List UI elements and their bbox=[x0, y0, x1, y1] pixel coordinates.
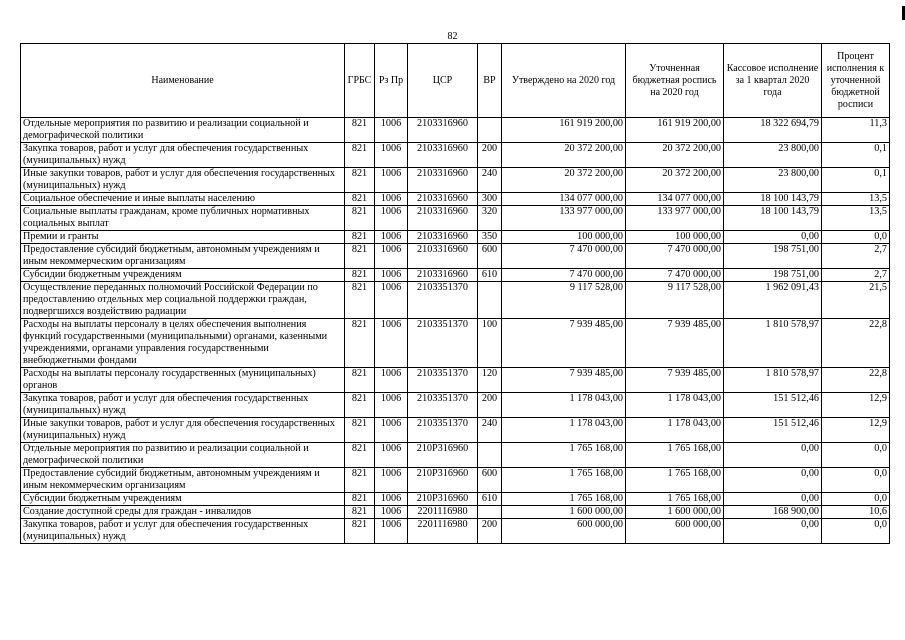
table-row bbox=[21, 193, 890, 206]
row-vr-cell: 240 bbox=[478, 418, 502, 443]
row-grbs-cell: 821 bbox=[345, 368, 375, 393]
row-cash-cell: 18 322 694,79 bbox=[724, 118, 822, 143]
row-approved-cell: 7 939 485,00 bbox=[502, 319, 626, 368]
column-header-name: Наименование bbox=[21, 44, 345, 118]
row-vr-cell: 600 bbox=[478, 244, 502, 269]
row-refined-cell: 7 939 485,00 bbox=[626, 319, 724, 368]
column-header-csr: ЦСР bbox=[408, 44, 478, 118]
row-name-cell: Отдельные мероприятия по развитию и реализации социальной и демографической политики bbox=[21, 118, 345, 143]
column-header-cash: Кассовое исполнение за 1 квартал 2020 года bbox=[724, 44, 822, 118]
row-vr-cell: 320 bbox=[478, 206, 502, 231]
row-csr-cell: 210P316960 bbox=[408, 468, 478, 493]
row-grbs-cell: 821 bbox=[345, 231, 375, 244]
row-name-cell: Осуществление переданных полномочий Российской Федерации по предоставлению отдельных мер социальной поддержки граждан, подвергшихся воздействию радиации bbox=[21, 282, 345, 319]
row-name-cell: Иные закупки товаров, работ и услуг для обеспечения государственных (муниципальных) нужд bbox=[21, 168, 345, 193]
row-cash-cell: 18 100 143,79 bbox=[724, 193, 822, 206]
row-approved-cell: 7 470 000,00 bbox=[502, 244, 626, 269]
row-cash-cell: 0,00 bbox=[724, 468, 822, 493]
row-approved-cell: 20 372 200,00 bbox=[502, 143, 626, 168]
row-refined-cell: 1 765 168,00 bbox=[626, 468, 724, 493]
table-row bbox=[21, 493, 890, 506]
column-header-approved: Утверждено на 2020 год bbox=[502, 44, 626, 118]
row-grbs-cell: 821 bbox=[345, 206, 375, 231]
row-rzpr-cell: 1006 bbox=[375, 231, 408, 244]
row-refined-cell: 9 117 528,00 bbox=[626, 282, 724, 319]
table-row bbox=[21, 468, 890, 493]
row-refined-cell: 1 765 168,00 bbox=[626, 443, 724, 468]
table-row bbox=[21, 519, 890, 544]
row-approved-cell: 134 077 000,00 bbox=[502, 193, 626, 206]
row-percent-cell: 12,9 bbox=[822, 418, 890, 443]
row-grbs-cell: 821 bbox=[345, 519, 375, 544]
row-rzpr-cell: 1006 bbox=[375, 206, 408, 231]
row-cash-cell: 0,00 bbox=[724, 443, 822, 468]
row-refined-cell: 1 178 043,00 bbox=[626, 393, 724, 418]
row-vr-cell: 350 bbox=[478, 231, 502, 244]
row-grbs-cell: 821 bbox=[345, 319, 375, 368]
row-cash-cell: 168 900,00 bbox=[724, 506, 822, 519]
row-grbs-cell: 821 bbox=[345, 393, 375, 418]
row-percent-cell: 0,0 bbox=[822, 493, 890, 506]
row-percent-cell: 0,1 bbox=[822, 168, 890, 193]
row-csr-cell: 2201116980 bbox=[408, 506, 478, 519]
row-csr-cell: 2103316960 bbox=[408, 118, 478, 143]
row-rzpr-cell: 1006 bbox=[375, 519, 408, 544]
row-refined-cell: 133 977 000,00 bbox=[626, 206, 724, 231]
row-rzpr-cell: 1006 bbox=[375, 493, 408, 506]
row-grbs-cell: 821 bbox=[345, 193, 375, 206]
row-csr-cell: 2103316960 bbox=[408, 231, 478, 244]
row-rzpr-cell: 1006 bbox=[375, 244, 408, 269]
row-vr-cell: 610 bbox=[478, 269, 502, 282]
table-row bbox=[21, 319, 890, 368]
row-vr-cell: 240 bbox=[478, 168, 502, 193]
row-cash-cell: 198 751,00 bbox=[724, 269, 822, 282]
row-refined-cell: 1 765 168,00 bbox=[626, 493, 724, 506]
row-refined-cell: 134 077 000,00 bbox=[626, 193, 724, 206]
row-vr-cell: 610 bbox=[478, 493, 502, 506]
row-csr-cell: 2103351370 bbox=[408, 368, 478, 393]
row-cash-cell: 0,00 bbox=[724, 493, 822, 506]
row-name-cell: Предоставление субсидий бюджетным, автономным учреждениям и иным некоммерческим организациям bbox=[21, 244, 345, 269]
row-refined-cell: 7 939 485,00 bbox=[626, 368, 724, 393]
row-grbs-cell: 821 bbox=[345, 244, 375, 269]
row-cash-cell: 198 751,00 bbox=[724, 244, 822, 269]
row-cash-cell: 1 810 578,97 bbox=[724, 368, 822, 393]
row-grbs-cell: 821 bbox=[345, 143, 375, 168]
row-approved-cell: 9 117 528,00 bbox=[502, 282, 626, 319]
row-approved-cell: 1 178 043,00 bbox=[502, 393, 626, 418]
row-name-cell: Закупка товаров, работ и услуг для обеспечения государственных (муниципальных) нужд bbox=[21, 143, 345, 168]
row-rzpr-cell: 1006 bbox=[375, 418, 408, 443]
row-csr-cell: 2201116980 bbox=[408, 519, 478, 544]
row-name-cell: Расходы на выплаты персоналу в целях обеспечения выполнения функций государственными (муниципальными) органами, казенными учреждениями, органами управления государственными внебюджетными фондами bbox=[21, 319, 345, 368]
row-approved-cell: 1 178 043,00 bbox=[502, 418, 626, 443]
row-refined-cell: 1 600 000,00 bbox=[626, 506, 724, 519]
row-percent-cell: 22,8 bbox=[822, 319, 890, 368]
row-refined-cell: 100 000,00 bbox=[626, 231, 724, 244]
row-vr-cell: 300 bbox=[478, 193, 502, 206]
page-number: 82 bbox=[447, 31, 458, 42]
row-name-cell: Субсидии бюджетным учреждениям bbox=[21, 269, 345, 282]
row-csr-cell: 2103316960 bbox=[408, 206, 478, 231]
row-percent-cell: 11,3 bbox=[822, 118, 890, 143]
row-cash-cell: 1 810 578,97 bbox=[724, 319, 822, 368]
row-percent-cell: 13,5 bbox=[822, 193, 890, 206]
row-vr-cell: 200 bbox=[478, 143, 502, 168]
row-name-cell: Закупка товаров, работ и услуг для обеспечения государственных (муниципальных) нужд bbox=[21, 393, 345, 418]
row-percent-cell: 2,7 bbox=[822, 269, 890, 282]
table-row bbox=[21, 418, 890, 443]
table-row bbox=[21, 368, 890, 393]
budget-execution-table bbox=[20, 43, 890, 544]
row-refined-cell: 20 372 200,00 bbox=[626, 168, 724, 193]
row-approved-cell: 20 372 200,00 bbox=[502, 168, 626, 193]
row-approved-cell: 600 000,00 bbox=[502, 519, 626, 544]
row-grbs-cell: 821 bbox=[345, 468, 375, 493]
row-csr-cell: 210P316960 bbox=[408, 493, 478, 506]
row-refined-cell: 20 372 200,00 bbox=[626, 143, 724, 168]
row-name-cell: Предоставление субсидий бюджетным, автономным учреждениям и иным некоммерческим организациям bbox=[21, 468, 345, 493]
row-approved-cell: 1 765 168,00 bbox=[502, 468, 626, 493]
row-cash-cell: 23 800,00 bbox=[724, 168, 822, 193]
table-row bbox=[21, 393, 890, 418]
row-csr-cell: 2103316960 bbox=[408, 244, 478, 269]
row-csr-cell: 2103351370 bbox=[408, 282, 478, 319]
row-vr-cell: 100 bbox=[478, 319, 502, 368]
table-row bbox=[21, 231, 890, 244]
row-name-cell: Создание доступной среды для граждан - инвалидов bbox=[21, 506, 345, 519]
row-approved-cell: 161 919 200,00 bbox=[502, 118, 626, 143]
row-csr-cell: 2103351370 bbox=[408, 319, 478, 368]
row-approved-cell: 1 765 168,00 bbox=[502, 443, 626, 468]
row-csr-cell: 2103316960 bbox=[408, 168, 478, 193]
row-name-cell: Субсидии бюджетным учреждениям bbox=[21, 493, 345, 506]
row-percent-cell: 0,0 bbox=[822, 443, 890, 468]
row-cash-cell: 151 512,46 bbox=[724, 418, 822, 443]
row-percent-cell: 0,0 bbox=[822, 519, 890, 544]
row-percent-cell: 21,5 bbox=[822, 282, 890, 319]
row-vr-cell bbox=[478, 443, 502, 468]
row-approved-cell: 7 470 000,00 bbox=[502, 269, 626, 282]
table-row bbox=[21, 143, 890, 168]
row-vr-cell: 200 bbox=[478, 393, 502, 418]
row-refined-cell: 600 000,00 bbox=[626, 519, 724, 544]
row-grbs-cell: 821 bbox=[345, 443, 375, 468]
column-header-vr: ВР bbox=[478, 44, 502, 118]
row-percent-cell: 2,7 bbox=[822, 244, 890, 269]
row-approved-cell: 7 939 485,00 bbox=[502, 368, 626, 393]
row-cash-cell: 0,00 bbox=[724, 519, 822, 544]
row-vr-cell: 120 bbox=[478, 368, 502, 393]
row-approved-cell: 1 600 000,00 bbox=[502, 506, 626, 519]
row-rzpr-cell: 1006 bbox=[375, 193, 408, 206]
row-rzpr-cell: 1006 bbox=[375, 393, 408, 418]
row-rzpr-cell: 1006 bbox=[375, 118, 408, 143]
row-rzpr-cell: 1006 bbox=[375, 443, 408, 468]
row-vr-cell: 600 bbox=[478, 468, 502, 493]
table-row bbox=[21, 244, 890, 269]
column-header-rzpr: Рз Пр bbox=[375, 44, 408, 118]
table-row bbox=[21, 506, 890, 519]
row-grbs-cell: 821 bbox=[345, 506, 375, 519]
row-vr-cell bbox=[478, 506, 502, 519]
table-row bbox=[21, 269, 890, 282]
row-grbs-cell: 821 bbox=[345, 168, 375, 193]
table-row bbox=[21, 206, 890, 231]
row-name-cell: Премии и гранты bbox=[21, 231, 345, 244]
column-header-percent: Процент исполнения к уточненной бюджетной росписи bbox=[822, 44, 890, 118]
row-vr-cell bbox=[478, 118, 502, 143]
table-row bbox=[21, 282, 890, 319]
column-header-grbs: ГРБС bbox=[345, 44, 375, 118]
row-percent-cell: 0,0 bbox=[822, 231, 890, 244]
table-row bbox=[21, 118, 890, 143]
row-cash-cell: 1 962 091,43 bbox=[724, 282, 822, 319]
row-csr-cell: 210P316960 bbox=[408, 443, 478, 468]
row-approved-cell: 100 000,00 bbox=[502, 231, 626, 244]
row-refined-cell: 7 470 000,00 bbox=[626, 269, 724, 282]
column-header-refined: Уточненная бюджетная роспись на 2020 год bbox=[626, 44, 724, 118]
row-grbs-cell: 821 bbox=[345, 493, 375, 506]
row-percent-cell: 0,1 bbox=[822, 143, 890, 168]
row-cash-cell: 18 100 143,79 bbox=[724, 206, 822, 231]
row-percent-cell: 13,5 bbox=[822, 206, 890, 231]
row-percent-cell: 12,9 bbox=[822, 393, 890, 418]
row-percent-cell: 22,8 bbox=[822, 368, 890, 393]
row-csr-cell: 2103316960 bbox=[408, 193, 478, 206]
row-cash-cell: 0,00 bbox=[724, 231, 822, 244]
row-grbs-cell: 821 bbox=[345, 418, 375, 443]
row-csr-cell: 2103316960 bbox=[408, 269, 478, 282]
row-rzpr-cell: 1006 bbox=[375, 282, 408, 319]
row-name-cell: Социальное обеспечение и иные выплаты населению bbox=[21, 193, 345, 206]
row-percent-cell: 0,0 bbox=[822, 468, 890, 493]
row-rzpr-cell: 1006 bbox=[375, 168, 408, 193]
row-name-cell: Социальные выплаты гражданам, кроме публичных нормативных социальных выплат bbox=[21, 206, 345, 231]
row-name-cell: Отдельные мероприятия по развитию и реализации социальной и демографической политики bbox=[21, 443, 345, 468]
row-cash-cell: 23 800,00 bbox=[724, 143, 822, 168]
row-refined-cell: 1 178 043,00 bbox=[626, 418, 724, 443]
row-vr-cell bbox=[478, 282, 502, 319]
table-header-row bbox=[21, 44, 890, 118]
row-cash-cell: 151 512,46 bbox=[724, 393, 822, 418]
row-grbs-cell: 821 bbox=[345, 118, 375, 143]
row-refined-cell: 7 470 000,00 bbox=[626, 244, 724, 269]
row-rzpr-cell: 1006 bbox=[375, 468, 408, 493]
table-row bbox=[21, 168, 890, 193]
row-csr-cell: 2103351370 bbox=[408, 418, 478, 443]
row-rzpr-cell: 1006 bbox=[375, 368, 408, 393]
row-vr-cell: 200 bbox=[478, 519, 502, 544]
row-name-cell: Иные закупки товаров, работ и услуг для обеспечения государственных (муниципальных) нужд bbox=[21, 418, 345, 443]
row-grbs-cell: 821 bbox=[345, 269, 375, 282]
row-rzpr-cell: 1006 bbox=[375, 319, 408, 368]
row-rzpr-cell: 1006 bbox=[375, 143, 408, 168]
row-name-cell: Расходы на выплаты персоналу государственных (муниципальных) органов bbox=[21, 368, 345, 393]
table-row bbox=[21, 443, 890, 468]
row-rzpr-cell: 1006 bbox=[375, 269, 408, 282]
row-grbs-cell: 821 bbox=[345, 282, 375, 319]
row-rzpr-cell: 1006 bbox=[375, 506, 408, 519]
row-approved-cell: 133 977 000,00 bbox=[502, 206, 626, 231]
row-refined-cell: 161 919 200,00 bbox=[626, 118, 724, 143]
row-approved-cell: 1 765 168,00 bbox=[502, 493, 626, 506]
row-csr-cell: 2103316960 bbox=[408, 143, 478, 168]
row-percent-cell: 10,6 bbox=[822, 506, 890, 519]
row-csr-cell: 2103351370 bbox=[408, 393, 478, 418]
row-name-cell: Закупка товаров, работ и услуг для обеспечения государственных (муниципальных) нужд bbox=[21, 519, 345, 544]
